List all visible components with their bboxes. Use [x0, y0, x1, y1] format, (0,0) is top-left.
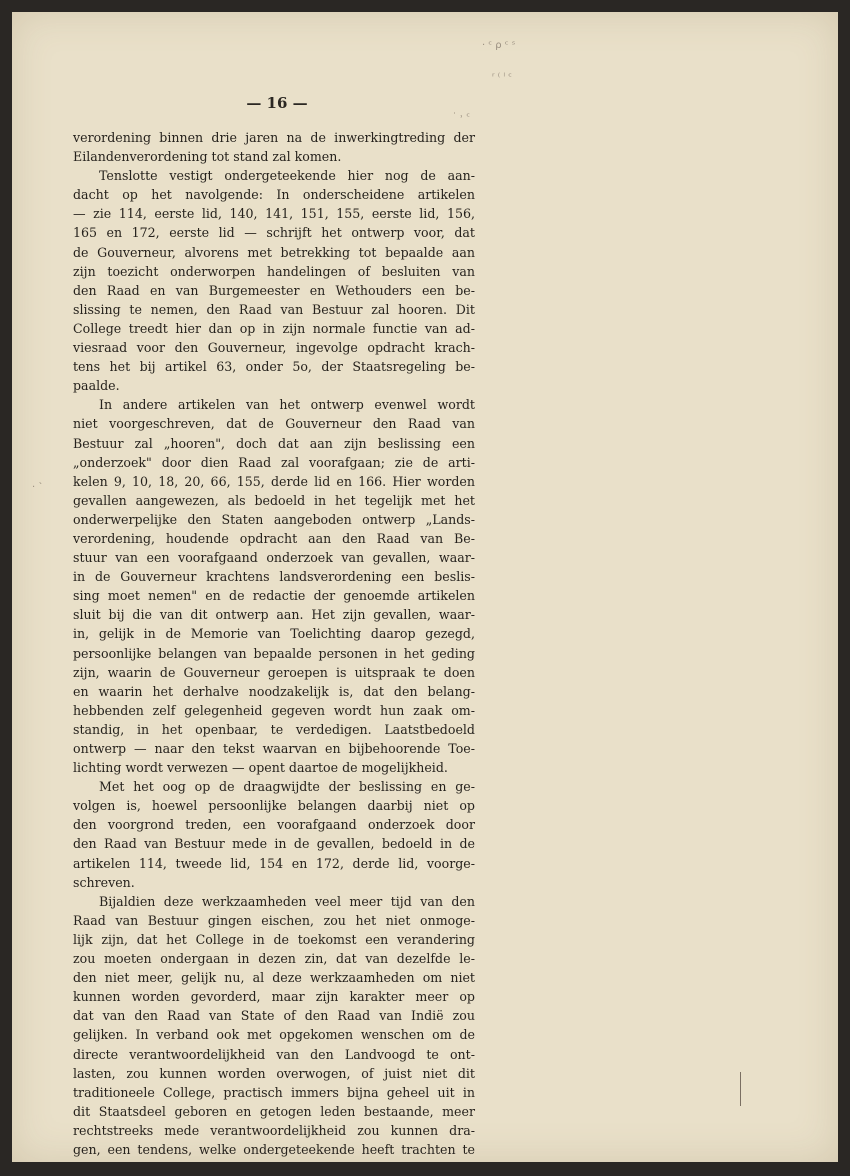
text-line: College treedt hier dan op in zijn normale functie van ad-	[73, 320, 475, 336]
text-line: traditioneele College, practisch immers bijna geheel uit in	[73, 1084, 475, 1100]
text-line: den voorgrond treden, een voorafgaand onderzoek door	[73, 817, 475, 833]
text-line: zou moeten ondergaan in dezen zin, dat van dezelfde le-	[73, 951, 475, 967]
text-line: dacht op het navolgende: In onderscheidene artikelen	[73, 187, 475, 203]
document-page	[12, 12, 838, 1162]
text-line: volgen is, hoewel persoonlijke belangen daarbij niet op	[73, 798, 475, 814]
text-line: stuur van een voorafgaand onderzoek van gevallen, waar-	[73, 550, 475, 566]
text-line: lasten, zou kunnen worden overwogen, of juist niet dit	[73, 1065, 475, 1081]
text-line: verordening binnen drie jaren na de inwerkingtreding der	[73, 130, 475, 145]
text-line: en waarin het derhalve noodzakelijk is, dat den belang-	[73, 683, 475, 699]
text-line: den Raad en van Burgemeester en Wethouders een be-	[73, 282, 475, 298]
text-line: slissing te nemen, den Raad van Bestuur zal hooren. Dit	[73, 301, 475, 317]
text-line: standig, in het openbaar, te verdedigen. Laatstbedoeld	[73, 721, 475, 737]
text-line: paalde.	[73, 378, 120, 394]
text-line: gevallen aangewezen, als bedoeld in het tegelijk met het	[73, 492, 475, 508]
text-line: hebbenden zelf gelegenheid gegeven wordt hun zaak om-	[73, 702, 475, 718]
text-line: dat van den Raad van State of den Raad van Indië zou	[73, 1008, 475, 1024]
text-line: den Raad van Bestuur mede in de gevallen, bedoeld in de	[73, 836, 475, 852]
text-line: In andere artikelen van het ontwerp evenwel wordt	[99, 397, 475, 413]
text-line: verordening, houdende opdracht aan den Raad van Be-	[73, 530, 475, 546]
text-line: „onderzoek" door dien Raad zal voorafgaan; zie de arti-	[73, 454, 475, 470]
text-line: rechtstreeks mede verantwoordelijkheid zou kunnen dra-	[73, 1122, 475, 1138]
text-line: Met het oog op de draagwijdte der beslissing en ge-	[99, 779, 475, 795]
text-line: in de Gouverneur krachtens landsverordening een beslis-	[73, 569, 475, 585]
text-line: Tenslotte vestigt ondergeteekende hier nog de aan-	[99, 168, 475, 184]
text-line: tens het bij artikel 63, onder 5o, der Staatsregeling be-	[73, 359, 475, 375]
text-line: de Gouverneur, alvorens met betrekking tot bepaalde aan	[73, 244, 475, 260]
text-line: ontwerp — naar den tekst waarvan en bijbehoorende Toe-	[73, 741, 475, 756]
text-line: 165 en 172, eerste lid — schrijft het ontwerp voor, dat	[73, 225, 475, 241]
text-line: Bestuur zal „hooren", doch dat aan zijn beslissing een	[73, 435, 475, 451]
text-line: persoonlijke belangen van bepaalde personen in het geding	[73, 645, 475, 661]
text-line: Bijaldien deze werkzaamheden veel meer tijd van den	[99, 893, 475, 909]
text-line: schreven.	[73, 874, 135, 890]
text-line: sing moet nemen" en de redactie der genoemde artikelen	[73, 588, 475, 604]
text-line: in, gelijk in de Memorie van Toelichting daarop gezegd,	[73, 626, 475, 642]
page-number: — 16 —	[246, 94, 308, 112]
text-line: niet voorgeschreven, dat de Gouverneur den Raad van	[73, 416, 475, 432]
text-line: Eilandenverordening tot stand zal komen.	[73, 149, 342, 165]
text-line: gen, een tendens, welke ondergeteekende heeft trachten te	[73, 1141, 475, 1157]
text-line: gelijken. In verband ook met opgekomen wenschen om de	[73, 1027, 475, 1043]
text-line: sluit bij die van dit ontwerp aan. Het zijn gevallen, waar-	[73, 607, 475, 623]
show-through-specks: · ᶜ ρ ᶜ ˢ	[482, 40, 516, 51]
text-line: zijn toezicht onderworpen handelingen of besluiten van	[73, 263, 475, 279]
text-line: lijk zijn, dat het College in de toekomst een verandering	[73, 931, 475, 947]
show-through-specks: ˙ ˒ ᶜ	[452, 112, 471, 123]
text-line: onderwerpelijke den Staten aangeboden ontwerp „Lands-	[73, 511, 475, 527]
text-line: — zie 114, eerste lid, 140, 141, 151, 155, eerste lid, 156,	[73, 206, 475, 222]
edge-mark	[740, 1072, 741, 1106]
text-line: lichting wordt verwezen — opent daartoe de mogelijkheid.	[73, 760, 448, 776]
body-text	[73, 128, 475, 1159]
text-line: directe verantwoordelijkheid van den Landvoogd te ont-	[73, 1046, 475, 1062]
text-line: Raad van Bestuur gingen eischen, zou het niet onmoge-	[73, 912, 475, 928]
text-line: viesraad voor den Gouverneur, ingevolge opdracht krach-	[73, 340, 475, 356]
text-line: artikelen 114, tweede lid, 154 en 172, derde lid, voorge-	[73, 855, 475, 871]
text-line: den niet meer, gelijk nu, al deze werkzaamheden om niet	[73, 970, 475, 986]
show-through-specks: ʳ ⁽ ˡ ᶜ	[492, 72, 512, 83]
show-through-specks: · ˋ	[32, 482, 44, 493]
text-line: kunnen worden gevorderd, maar zijn karakter meer op	[73, 989, 475, 1005]
text-line: zijn, waarin de Gouverneur geroepen is uitspraak te doen	[73, 664, 475, 680]
text-line: dit Staatsdeel geboren en getogen leden bestaande, meer	[73, 1103, 475, 1119]
text-line: kelen 9, 10, 18, 20, 66, 155, derde lid en 166. Hier worden	[73, 473, 475, 489]
